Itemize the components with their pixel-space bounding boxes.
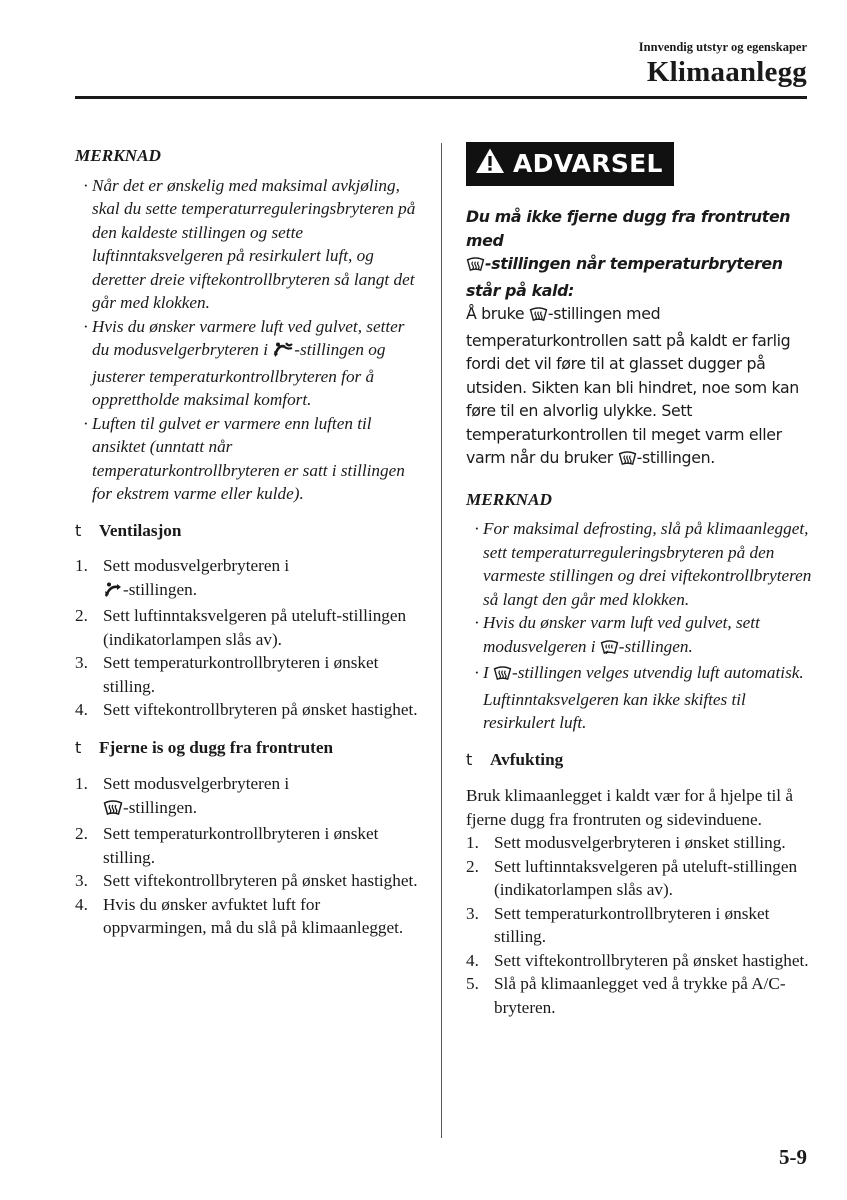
header-rule <box>75 96 807 99</box>
warning-label: ADVARSEL <box>513 149 663 179</box>
windshield-defroster-icon <box>493 664 512 688</box>
warning-text-part: -stillingen. <box>636 448 715 467</box>
windshield-defroster-icon <box>529 305 548 329</box>
list-item <box>75 554 420 604</box>
list-item <box>466 611 816 661</box>
section-heading <box>75 736 420 760</box>
warning-banner <box>466 142 674 186</box>
step-number: 3. <box>75 871 88 890</box>
header-section-label: Innvendig utstyr og egenskaper <box>638 40 807 54</box>
list-item <box>75 315 420 412</box>
list-item <box>75 698 420 722</box>
bullet-icon: · <box>474 613 480 632</box>
step-text: Sett luftinntaksvelgeren på uteluft-stillingen (indikatorlampen slås av). <box>494 856 798 899</box>
step-number: 5. <box>466 974 479 993</box>
bullet-icon: · <box>83 175 89 195</box>
list-item <box>466 949 816 973</box>
step-number: 3. <box>466 903 479 923</box>
note-title: MERKNAD <box>466 489 552 509</box>
windshield-defroster-icon <box>103 799 123 823</box>
section-title: Ventilasjon <box>99 520 182 540</box>
list-item <box>75 869 420 893</box>
step-text: Hvis du ønsker avfuktet luft for oppvarmingen, må du slå på klimaanlegget. <box>103 894 404 937</box>
section-heading <box>466 748 816 772</box>
list-item <box>75 893 420 940</box>
right-column <box>466 142 816 1019</box>
list-item <box>75 822 420 869</box>
list-item <box>75 412 420 506</box>
step-text: Sett temperaturkontrollbryteren i ønsket stilling. <box>494 903 770 946</box>
list-item <box>466 517 816 611</box>
step-number: 2. <box>75 824 88 843</box>
list-item <box>75 651 420 698</box>
ventilation-steps <box>75 554 420 722</box>
step-number: 1. <box>75 556 88 575</box>
section-marker-icon: t <box>75 520 82 540</box>
step-number: 4. <box>75 894 88 914</box>
list-item <box>466 902 816 949</box>
bullet-text: Luften til gulvet er varmere enn luften til ansiktet (unntatt når temperaturkontrollbryteren er satt i stillingen for ekstrem varme eller kulde). <box>92 413 405 503</box>
dehumid-steps <box>466 831 816 1019</box>
list-item <box>75 772 420 822</box>
note-title: MERKNAD <box>75 146 161 165</box>
section-heading <box>75 519 420 543</box>
step-number: 2. <box>75 606 88 625</box>
bullet-icon: · <box>474 519 480 538</box>
list-item <box>466 831 816 855</box>
bullet-text: Hvis du ønsker varm luft ved gulvet, sett modusvelgeren i <box>483 613 760 656</box>
note-bullets <box>466 517 816 735</box>
step-text: -stillingen. <box>123 579 197 599</box>
list-item <box>466 661 816 735</box>
step-text: Sett temperaturkontrollbryteren i ønsket stilling. <box>103 824 379 867</box>
list-item <box>75 604 420 651</box>
page-number: 5-9 <box>779 1145 807 1169</box>
section-marker-icon: t <box>466 749 473 769</box>
bullet-text: Når det er ønskelig med maksimal avkjøling, skal du sette temperaturreguleringsbryteren på den kaldeste stillingen og sette luftinntaksvelgeren på resirkulert luft, og deretter dreie viftekontrollbryteren så langt det går med klokken. <box>92 175 416 312</box>
step-number: 4. <box>466 950 479 970</box>
list-item <box>75 174 420 315</box>
list-item <box>466 855 816 902</box>
step-number: 4. <box>75 700 88 719</box>
floor-and-windshield-airflow-icon <box>272 341 294 365</box>
defrost-steps <box>75 772 420 940</box>
windshield-defroster-icon <box>618 449 637 473</box>
note-bullets <box>75 174 420 506</box>
step-text: Sett modusvelgerbryteren i <box>103 556 290 575</box>
bullet-text: I <box>483 663 489 682</box>
bullet-icon: · <box>474 663 480 682</box>
list-item <box>466 972 816 1019</box>
step-number: 1. <box>466 833 479 852</box>
left-column <box>75 142 420 940</box>
bullet-icon: · <box>83 316 89 336</box>
step-text: Sett modusvelgerbryteren i <box>103 774 290 793</box>
warning-heading <box>466 205 816 302</box>
section-marker-icon: t <box>75 737 82 757</box>
bullet-text: Hvis du ønsker varmere luft ved gulvet, setter du modusvelgerbryteren i <box>92 316 405 359</box>
bullet-text: -stillingen og justerer temperaturkontrollbryteren for å opprettholde maksimal komfort. <box>92 340 386 409</box>
step-text: Slå på klimaanlegget ved å trykke på A/C-bryteren. <box>494 974 786 1017</box>
floor-and-windshield-airflow-icon <box>600 638 619 662</box>
step-text: Sett modusvelgerbryteren i ønsket stilling. <box>494 833 786 852</box>
step-text: Sett viftekontrollbryteren på ønsket hastighet. <box>103 871 418 890</box>
section-title: Avfukting <box>490 749 564 769</box>
warning-text-part: Å bruke <box>466 304 525 323</box>
warning-text-part: -stillingen med temperaturkontrollen satt på kaldt er farlig fordi det vil føre til at glasset dugger på utsiden. Sikten kan bli hindret, noe som kan føre til en alvorlig ulykke. Sett temperaturkontrollen til meget varm eller varm når du bruker <box>466 304 799 467</box>
warning-triangle-icon <box>475 147 505 181</box>
column-divider <box>441 143 442 1138</box>
section-intro: Bruk klimaanlegget i kaldt vær for å hjelpe til å fjerne dugg fra frontruten og sidevinduene. <box>466 786 793 829</box>
warning-heading-text: Du må ikke fjerne dugg fra frontruten med <box>466 207 791 250</box>
section-title: Fjerne is og dugg fra frontruten <box>99 737 334 757</box>
step-text: Sett viftekontrollbryteren på ønsket hastighet. <box>103 700 418 719</box>
step-text: -stillingen. <box>123 797 197 817</box>
warning-heading-text: -stillingen når temperaturbryteren står på kald: <box>466 254 783 300</box>
page-title: Klimaanlegg <box>646 56 807 88</box>
warning-body <box>466 205 816 473</box>
bullet-text: For maksimal defrosting, slå på klimaanlegget, sett temperaturreguleringsbryteren på den varmeste stillingen og drei viftekontrollbryteren så langt den går med klokken. <box>483 519 812 609</box>
warning-text <box>466 302 816 473</box>
step-number: 1. <box>75 774 88 793</box>
bullet-icon: · <box>83 413 89 433</box>
windshield-defroster-icon <box>466 255 485 279</box>
step-text: Sett luftinntaksvelgeren på uteluft-stillingen (indikatorlampen slås av). <box>103 606 407 649</box>
step-text: Sett viftekontrollbryteren på ønsket hastighet. <box>494 950 809 970</box>
bullet-text: -stillingen velges utvendig luft automatisk. Luftinntaksvelgeren kan ikke skiftes til resirkulert luft. <box>483 663 804 732</box>
step-text: Sett temperaturkontrollbryteren i ønsket stilling. <box>103 653 379 696</box>
step-number: 2. <box>466 856 479 876</box>
bullet-text: -stillingen. <box>618 636 693 656</box>
step-number: 3. <box>75 653 88 672</box>
floor-airflow-icon <box>103 581 123 605</box>
